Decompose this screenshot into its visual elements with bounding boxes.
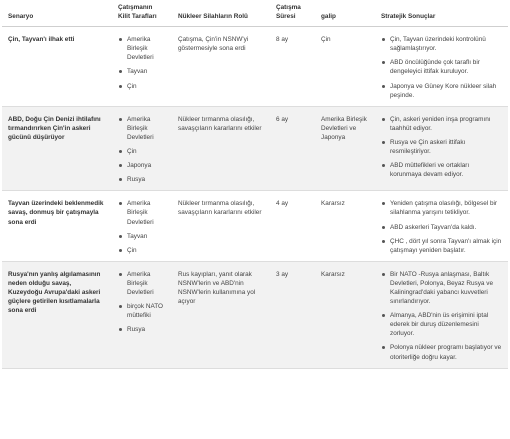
nuclear-cell: Çatışma, Çin'in NSNW'yi göstermesiyle sona erdi (172, 27, 270, 107)
winner-cell: Amerika Birleşik Devletleri ve Japonya (315, 106, 375, 191)
header-parties: Çatışmanın Kilit Tarafları (112, 0, 172, 27)
header-outcomes: Stratejik Sonuçlar (375, 0, 508, 27)
list-item: ABD askerleri Tayvan'da kaldı. (390, 223, 502, 232)
list-item: Yeniden çatışma olasılığı, bölgesel bir silahlanma yarışını tetikliyor. (390, 199, 502, 217)
list-item: Çin, Tayvan üzerindeki kontrolünü sağlamlaştırıyor. (390, 35, 502, 53)
outcomes-cell (375, 106, 508, 191)
outcomes-cell (375, 27, 508, 107)
nuclear-cell: Nükleer tırmanma olasılığı, savaşçıların kararlarını etkiler (172, 191, 270, 261)
list-item: birçok NATO müttefiki (127, 302, 166, 320)
list-item: Çin, askeri yeniden inşa programını taahhüt ediyor. (390, 115, 502, 133)
nuclear-cell: Nükleer tırmanma olasılığı, savaşçıların kararlarını etkiler (172, 106, 270, 191)
nuclear-cell: Rus kayıpları, yanıt olarak NSNW'lerin ve ABD'nin NSNW'lerin kullanımına yol açıyor (172, 261, 270, 368)
list-item: ABD öncülüğünde çok taraflı bir dengeleyici ittifak kuruluyor. (390, 58, 502, 76)
winner-cell: Çin (315, 27, 375, 107)
header-duration: Çatışma Süresi (270, 0, 315, 27)
duration-cell: 4 ay (270, 191, 315, 261)
list-item: Japonya (127, 161, 166, 170)
table-row (2, 191, 508, 261)
parties-cell (112, 261, 172, 368)
scenario-table (2, 0, 508, 369)
scenario-cell: ABD, Doğu Çin Denizi ihtilafını tırmandırırken Çin'in askeri gücünü düşürüyor (2, 106, 112, 191)
list-item: Çin (127, 246, 166, 255)
list-item: Tayvan (127, 232, 166, 241)
list-item: Rusya (127, 325, 166, 334)
parties-cell (112, 191, 172, 261)
list-item: ÇHC , dört yıl sonra Tayvan'ı almak için çatışmayı yeniden başlatır. (390, 237, 502, 254)
list-item: Rusya (127, 175, 166, 184)
scenario-cell: Tayvan üzerindeki beklenmedik savaş, donmuş bir çatışmayla sona erdi (2, 191, 112, 261)
parties-cell (112, 106, 172, 191)
list-item: Japonya ve Güney Kore nükleer silah peşinde. (390, 82, 502, 100)
header-row (2, 0, 508, 27)
outcomes-cell (375, 191, 508, 261)
list-item: Polonya nükleer programı başlatıyor ve otoriterliğe doğru kayar. (390, 344, 502, 361)
list-item: Çin (127, 147, 166, 156)
duration-cell: 3 ay (270, 261, 315, 368)
duration-cell: 8 ay (270, 27, 315, 107)
duration-cell: 6 ay (270, 106, 315, 191)
table-row (2, 27, 508, 107)
scenario-cell: Çin, Tayvan'ı ilhak etti (2, 27, 112, 107)
table-row (2, 106, 508, 191)
list-item: Amerika Birleşik Devletleri (127, 115, 166, 142)
list-item: Amerika Birleşik Devletleri (127, 35, 166, 62)
list-item: Almanya, ABD'nin üs erişimini iptal ederek bir duruş düzenlemesini zorluyor. (390, 311, 502, 338)
list-item: Amerika Birleşik Devletleri (127, 270, 166, 297)
list-item: Rusya ve Çin askeri ittifakı resmileştiriyor. (390, 138, 502, 156)
list-item: Tayvan (127, 67, 166, 76)
outcomes-cell (375, 261, 508, 368)
parties-cell (112, 27, 172, 107)
list-item: ABD müttefikleri ve ortakları korunmaya devam ediyor. (390, 161, 502, 179)
header-winner: galip (315, 0, 375, 27)
list-item: Bir NATO -Rusya anlaşması, Baltık Devletleri, Polonya, Beyaz Rusya ve Kaliningrad'daki yabancı kuvvetleri sınırlandırıyor. (390, 270, 502, 306)
winner-cell: Kararsız (315, 261, 375, 368)
scenario-cell: Rusya'nın yanlış algılamasının neden olduğu savaş, Kuzeydoğu Avrupa'daki askeri güçlere getirilen kısıtlamalarla sona erdi (2, 261, 112, 368)
winner-cell: Kararsız (315, 191, 375, 261)
list-item: Amerika Birleşik Devletleri (127, 199, 166, 226)
header-nuclear: Nükleer Silahların Rolü (172, 0, 270, 27)
table-row (2, 261, 508, 368)
header-scenario: Senaryo (2, 0, 112, 27)
list-item: Çin (127, 82, 166, 91)
